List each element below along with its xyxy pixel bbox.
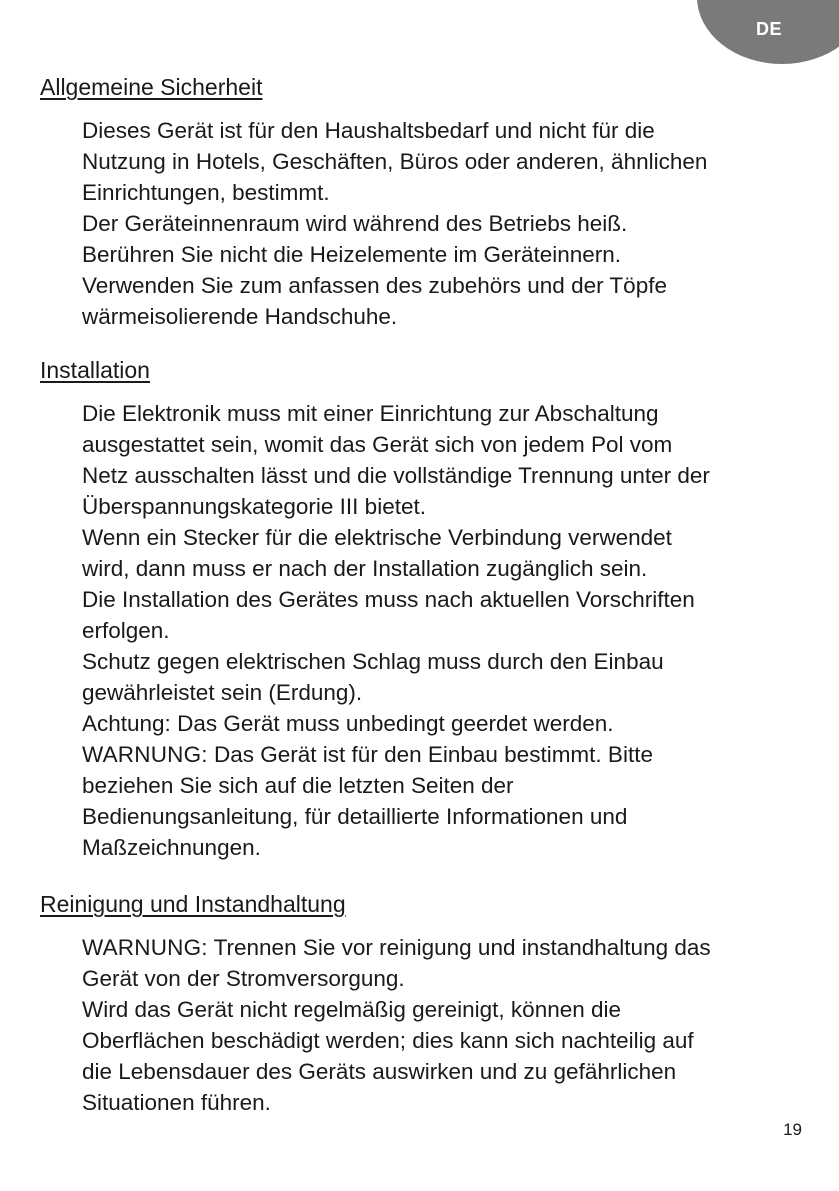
text-line: Bedienungsanleitung, für detaillierte Informationen und: [82, 804, 628, 829]
warning-text: Trennen Sie vor reinigung und instandhaltung das: [207, 935, 711, 960]
warning-label: WARNUNG:: [82, 935, 208, 960]
section-body-cleaning: [82, 932, 711, 1118]
warning-label: WARNUNG:: [82, 742, 208, 767]
section-title-general-safety: Allgemeine Sicherheit: [40, 74, 263, 100]
text-line: Schutz gegen elektrischen Schlag muss durch den Einbau: [82, 649, 664, 674]
text-line: Die Elektronik muss mit einer Einrichtung zur Abschaltung: [82, 401, 659, 426]
text-line: Überspannungskategorie III bietet.: [82, 494, 426, 519]
text-line: gewährleistet sein (Erdung).: [82, 680, 363, 705]
text-line: ausgestattet sein, womit das Gerät sich von jedem Pol vom: [82, 432, 673, 457]
text-line: Oberflächen beschädigt werden; dies kann sich nachteilig auf: [82, 1028, 694, 1053]
text-line: beziehen Sie sich auf die letzten Seiten der: [82, 773, 514, 798]
text-line: Die Installation des Gerätes muss nach aktuellen Vorschriften: [82, 587, 695, 612]
text-line: Dieses Gerät ist für den Haushaltsbedarf und nicht für die: [82, 118, 655, 143]
text-line: Situationen führen.: [82, 1090, 271, 1115]
text-line: Nutzung in Hotels, Geschäften, Büros oder anderen, ähnlichen: [82, 149, 708, 174]
section-title-cleaning: Reinigung und Instandhaltung: [40, 891, 346, 917]
text-line: erfolgen.: [82, 618, 170, 643]
section-body-general-safety: [82, 115, 707, 332]
text-line: Achtung: Das Gerät muss unbedingt geerdet werden.: [82, 711, 614, 736]
text-line: Der Geräteinnenraum wird während des Betriebs heiß.: [82, 211, 628, 236]
page-number: 19: [783, 1120, 802, 1139]
text-line: Gerät von der Stromversorgung.: [82, 966, 405, 991]
text-line: wird, dann muss er nach der Installation zugänglich sein.: [82, 556, 648, 581]
text-line: Maßzeichnungen.: [82, 835, 261, 860]
text-line: Verwenden Sie zum anfassen des zubehörs und der Töpfe: [82, 273, 667, 298]
section-body-installation: [82, 398, 710, 863]
text-line: Einrichtungen, bestimmt.: [82, 180, 330, 205]
text-line: Wird das Gerät nicht regelmäßig gereinigt, können die: [82, 997, 622, 1022]
warning-line: [82, 739, 710, 770]
text-line: Wenn ein Stecker für die elektrische Verbindung verwendet: [82, 525, 672, 550]
warning-text: Das Gerät ist für den Einbau bestimmt. Bitte: [207, 742, 653, 767]
text-line: die Lebensdauer des Geräts auswirken und zu gefährlichen: [82, 1059, 677, 1084]
section-title-installation: Installation: [40, 357, 150, 383]
warning-line: [82, 932, 711, 963]
language-tag: DE: [755, 19, 782, 39]
text-line: Netz ausschalten lässt und die vollständige Trennung unter der: [82, 463, 710, 488]
text-line: wärmeisolierende Handschuhe.: [82, 304, 398, 329]
text-line: Berühren Sie nicht die Heizelemente im Geräteinnern.: [82, 242, 622, 267]
